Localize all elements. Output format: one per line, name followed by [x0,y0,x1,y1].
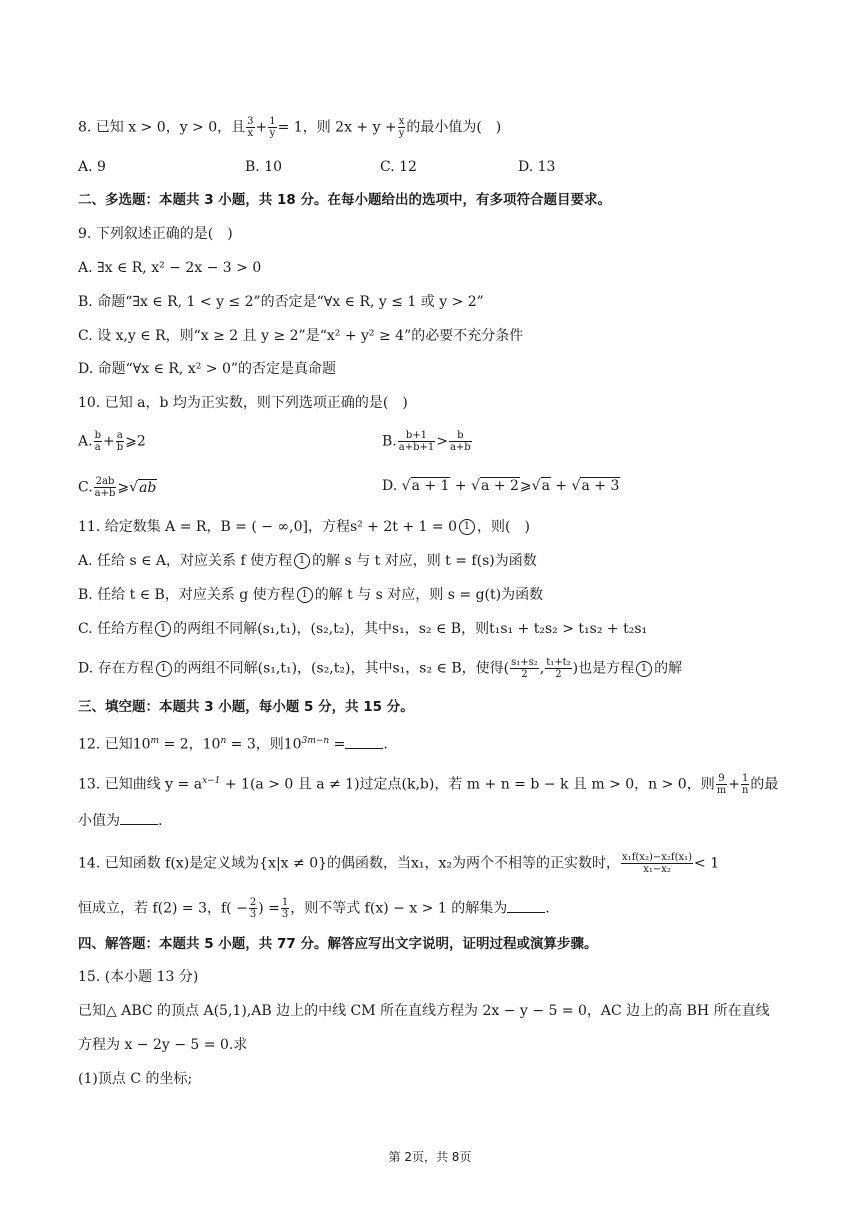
q9-stem: 9. 下列叙述正确的是( ) [78,226,233,242]
q9-option-b: B. 命题“∃x ∈ R, 1 < y ≤ 2”的否定是“∀x ∈ R, y ≤ 1 或 y > 2” [78,294,484,310]
q8-frac-1: $\frac{3}{x}$ [247,116,254,139]
section-2-heading: 二、多选题：本题共 3 小题，共 18 分。在每小题给出的选项中，有多项符合题目要求。 [78,192,611,208]
q10-option-b: B. $\frac{b+1}{a+b+1}$ > $\frac{b}{a+b}$ [382,430,471,453]
q13-stem: 13. 已知曲线 $y = a^{x-1} + 1(a > 0$ 且 a ≠ 1)过定点(k,b)，若 m + n = b − k 且 m > 0，n > 0，则 $\frac{9}{m}$ + $\frac{1}{n}$ 的最 [78,773,779,797]
q13-answer-blank [120,811,158,825]
section-4-heading: 四、解答题：本题共 5 小题，共 77 分。解答应写出文字说明，证明过程或演算步骤。 [78,936,598,952]
q13-stem-line2: 小值为 . [78,813,163,829]
q12-stem: 12. 已知$10^m = 2$，$10^n = 3$，则$10^{3m-n}$ = . [78,736,388,753]
q15-head: 15. (本小题 13 分) [78,969,199,985]
q15-line2: 方程为 x − 2y − 5 = 0.求 [78,1037,248,1053]
q9-option-d: D. 命题“∀x ∈ R, x² > 0”的否定是真命题 [78,361,337,377]
q10-option-d: D. √a + 1 + √a + 2⩾√a + √a + 3 [382,478,620,494]
q8-option-c: C. 12 [380,159,417,175]
q8-stem: 8. 已知 x > 0，y > 0，且 $\frac{3}{x}$ + $\frac{1}{y}$ = 1，则 2x + y + $\frac{x}{y}$ 的最小值为( ) [78,116,502,139]
q9-option-c: C. 设 x,y ∈ R，则“x ≥ 2 且 y ≥ 2”是“x² + y² ≥ 4”的必要不充分条件 [78,328,524,344]
q8-prefix: 8. 已知 x > 0，y > 0，且 [78,119,246,136]
q11-option-c: C. 任给方程 1 的两组不同解(s₁,t₁)，(s₂,t₂)，其中s₁，s₂ ∈ B，则t₁s₁ + t₂s₂ > t₁s₂ + t₂s₁ [78,621,648,637]
q8-option-a: A. 9 [78,159,106,175]
q11-option-a: A. 任给 s ∈ A，对应关系 f 使方程 1 的解 s 与 t 对应，则 t = f(s)为函数 [78,553,537,569]
q10-option-a: A. $\frac{b}{a}$ + $\frac{a}{b}$ ⩾2 [78,430,146,453]
q8-frac-2: $\frac{1}{y}$ [269,116,276,139]
q8-frac-3: $\frac{x}{y}$ [398,116,405,139]
q15-line1: 已知△ ABC 的顶点 A(5,1),AB 边上的中线 CM 所在直线方程为 2x − y − 5 = 0，AC 边上的高 BH 所在直线 [78,1003,770,1019]
q14-answer-blank [507,899,545,913]
q8-option-b: B. 10 [245,159,283,175]
q10-stem: 10. 已知 a，b 均为正实数，则下列选项正确的是( ) [78,395,408,411]
q11-option-d: D. 存在方程 1 的两组不同解(s₁,t₁)，(s₂,t₂)，其中s₁，s₂ ∈ B，使得( $\frac{\text{s₁+s₂}}{2}$ , $\frac{\text{t₁+t₂}}{2}$ )也是方程 1 的解 [78,657,683,680]
q14-stem-line2: 恒成立，若 f(2) = 3，f( − $\frac{2}{3}$ ) = $\frac{1}{3}$ ，则不等式 f(x) − x > 1 的解集为 . [78,897,550,920]
q11-stem: 11. 给定数集 A = R，B = ( − ∞,0]，方程s² + 2t + 1 = 0 1 ，则( ) [78,519,530,535]
q8-mid: = 1，则 2x + y + [277,119,397,136]
q12-answer-blank [345,735,383,749]
q11-option-b: B. 任给 t ∈ B，对应关系 g 使方程 1 的解 t 与 s 对应，则 s = g(t)为函数 [78,587,544,603]
q8-suffix: 的最小值为( ) [406,119,502,136]
section-3-heading: 三、填空题：本题共 3 小题，每小题 5 分，共 15 分。 [78,699,414,715]
q15-part1: (1)顶点 C 的坐标; [78,1071,193,1087]
q14-stem: 14. 已知函数 f(x)是定义域为{x|x ≠ 0}的偶函数，当x₁，x₂为两个不相等的正实数时， $\frac{\text{x₁f(x₂)−x₂f(x₁)}}{\text{x₁−x₂}}$ < 1 [78,852,720,875]
q9-option-a: A. ∃x ∈ R, x² − 2x − 3 > 0 [78,260,262,276]
page-footer: 第 2页，共 8页 [388,1150,472,1164]
q10-option-c: C. $\frac{2ab}{a+b}$ ⩾√ab [78,476,157,499]
q8-option-d: D. 13 [518,159,556,175]
